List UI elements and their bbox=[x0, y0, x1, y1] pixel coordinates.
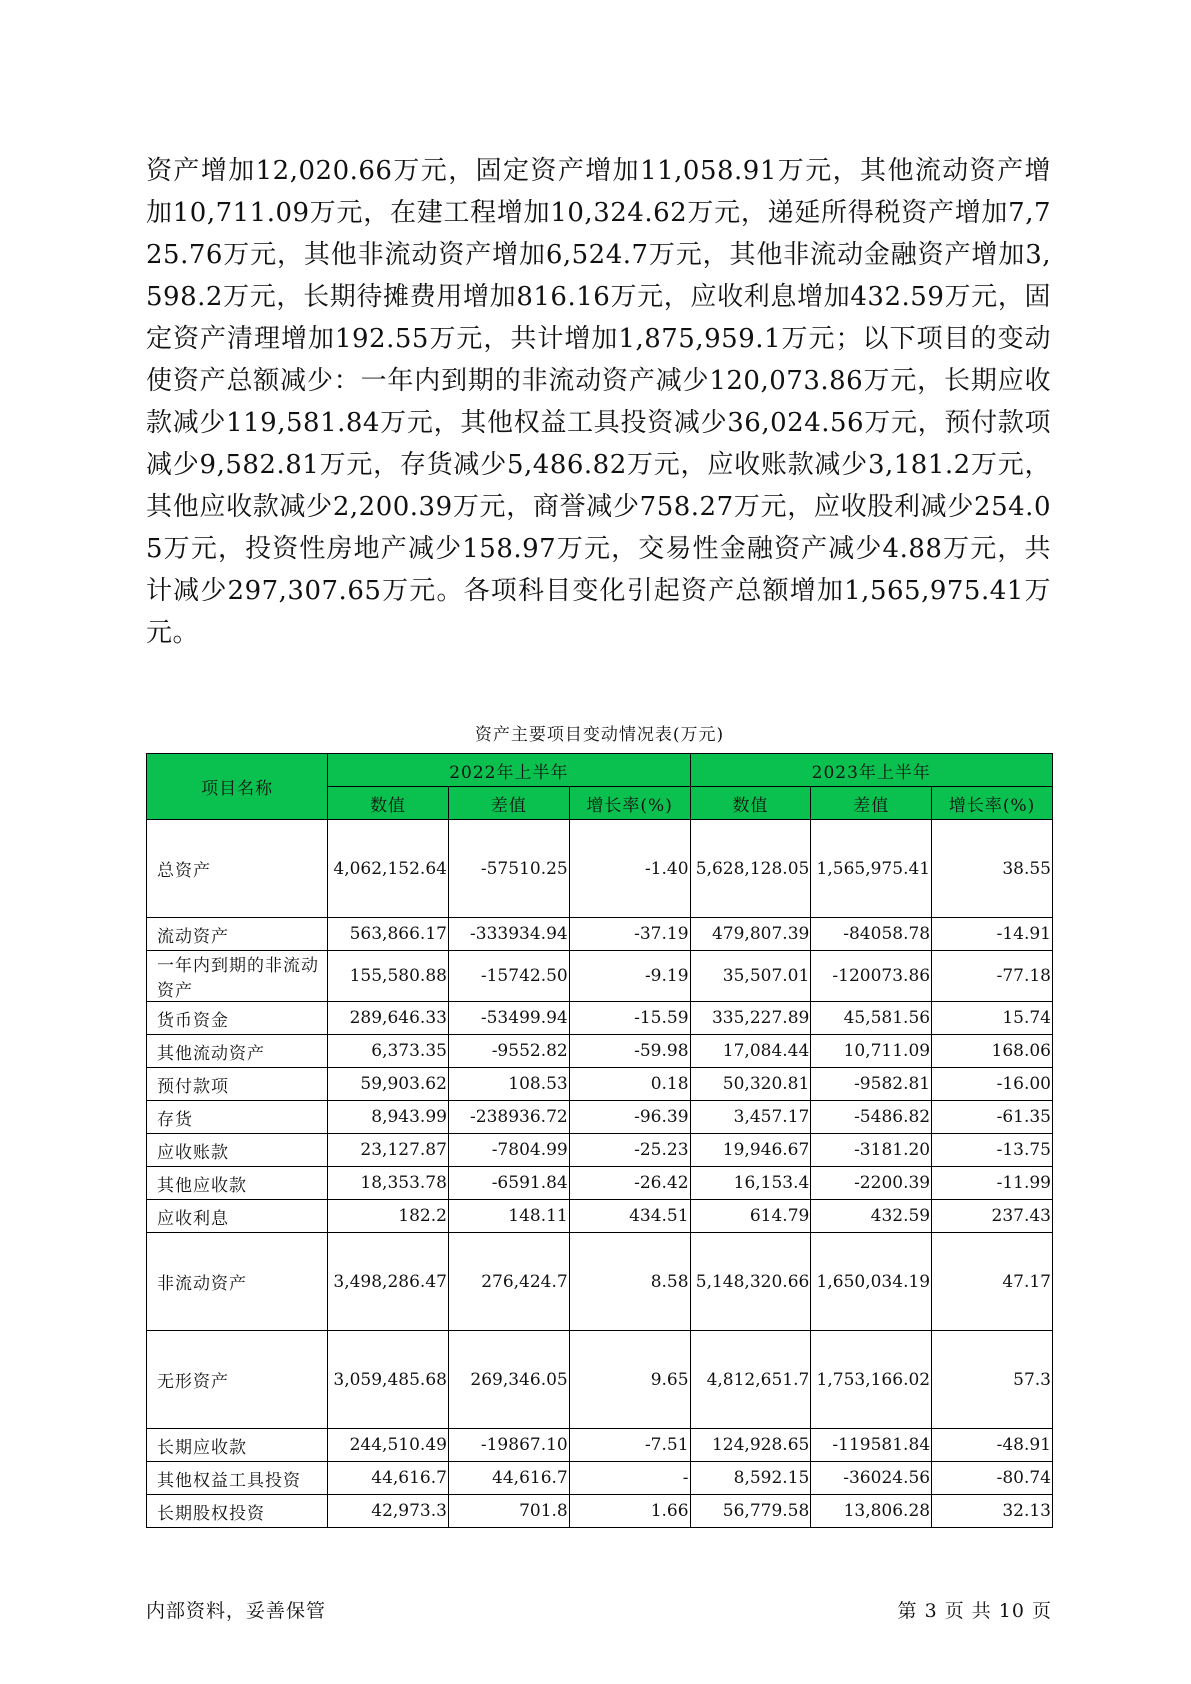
row-item-name: 存货 bbox=[147, 1101, 328, 1134]
cell-growth-2023: 168.06 bbox=[932, 1035, 1053, 1068]
row-item-name: 一年内到期的非流动资产 bbox=[147, 951, 328, 1002]
cell-diff-2022: -19867.10 bbox=[448, 1429, 569, 1462]
cell-value-2023: 335,227.89 bbox=[690, 1002, 811, 1035]
asset-change-table bbox=[146, 753, 1053, 1528]
header-item-name: 项目名称 bbox=[147, 754, 328, 820]
cell-growth-2023: -11.99 bbox=[932, 1167, 1053, 1200]
cell-diff-2022: 148.11 bbox=[448, 1200, 569, 1233]
cell-value-2023: 5,628,128.05 bbox=[690, 820, 811, 918]
cell-diff-2022: -53499.94 bbox=[448, 1002, 569, 1035]
table-row bbox=[147, 1035, 1053, 1068]
table-row bbox=[147, 951, 1053, 1002]
cell-diff-2023: 10,711.09 bbox=[811, 1035, 932, 1068]
cell-diff-2023: 1,650,034.19 bbox=[811, 1233, 932, 1331]
cell-growth-2022: -25.23 bbox=[569, 1134, 690, 1167]
cell-value-2022: 18,353.78 bbox=[328, 1167, 449, 1200]
table-row bbox=[147, 1462, 1053, 1495]
row-item-name: 其他流动资产 bbox=[147, 1035, 328, 1068]
cell-diff-2023: 1,565,975.41 bbox=[811, 820, 932, 918]
cell-value-2023: 16,153.4 bbox=[690, 1167, 811, 1200]
row-item-name: 长期应收款 bbox=[147, 1429, 328, 1462]
cell-value-2023: 35,507.01 bbox=[690, 951, 811, 1002]
body-paragraph: 资产增加12,020.66万元，固定资产增加11,058.91万元，其他流动资产增加10,711.09万元，在建工程增加10,324.62万元，递延所得税资产增加7,725.76万元，其他非流动资产增加6,524.7万元，其他非流动金融资产增加3,598.2万元，长期待摊费用增加816.16万元，应收利息增加432.59万元，固定资产清理增加192.55万元，共计增加1,875,959.1万元；以下项目的变动使资产总额减少：一年内到期的非流动资产减少120,073.86万元，长期应收款减少119,581.84万元，其他权益工具投资减少36,024.56万元，预付款项减少9,582.81万元，存货减少5,486.82万元，应收账款减少3,181.2万元，其他应收款减少2,200.39万元，商誉减少758.27万元，应收股利减少254.05万元，投资性房地产减少158.97万元，交易性金融资产减少4.88万元，共计减少297,307.65万元。各项科目变化引起资产总额增加1,565,975.41万元。 bbox=[146, 156, 1051, 648]
table-row bbox=[147, 1134, 1053, 1167]
cell-diff-2022: -7804.99 bbox=[448, 1134, 569, 1167]
cell-diff-2022: -6591.84 bbox=[448, 1167, 569, 1200]
cell-growth-2023: -16.00 bbox=[932, 1068, 1053, 1101]
cell-value-2023: 8,592.15 bbox=[690, 1462, 811, 1495]
cell-diff-2022: -238936.72 bbox=[448, 1101, 569, 1134]
cell-value-2022: 3,059,485.68 bbox=[328, 1331, 449, 1429]
cell-value-2022: 4,062,152.64 bbox=[328, 820, 449, 918]
cell-diff-2023: -2200.39 bbox=[811, 1167, 932, 1200]
cell-value-2023: 3,457.17 bbox=[690, 1101, 811, 1134]
row-item-name: 应收账款 bbox=[147, 1134, 328, 1167]
table-row bbox=[147, 1233, 1053, 1331]
cell-diff-2023: 432.59 bbox=[811, 1200, 932, 1233]
cell-diff-2022: 44,616.7 bbox=[448, 1462, 569, 1495]
cell-growth-2022: -96.39 bbox=[569, 1101, 690, 1134]
table-row bbox=[147, 820, 1053, 918]
cell-growth-2023: 237.43 bbox=[932, 1200, 1053, 1233]
cell-value-2022: 8,943.99 bbox=[328, 1101, 449, 1134]
cell-value-2023: 19,946.67 bbox=[690, 1134, 811, 1167]
row-item-name: 非流动资产 bbox=[147, 1233, 328, 1331]
cell-diff-2022: -15742.50 bbox=[448, 951, 569, 1002]
cell-value-2022: 563,866.17 bbox=[328, 918, 449, 951]
cell-growth-2023: -80.74 bbox=[932, 1462, 1053, 1495]
table-row bbox=[147, 1429, 1053, 1462]
footer-confidential-note: 内部资料，妥善保管 bbox=[146, 1600, 327, 1622]
cell-growth-2022: -15.59 bbox=[569, 1002, 690, 1035]
cell-growth-2022: -59.98 bbox=[569, 1035, 690, 1068]
cell-growth-2023: -48.91 bbox=[932, 1429, 1053, 1462]
cell-growth-2022: -7.51 bbox=[569, 1429, 690, 1462]
cell-growth-2023: 57.3 bbox=[932, 1331, 1053, 1429]
table-row bbox=[147, 1200, 1053, 1233]
table-row bbox=[147, 918, 1053, 951]
table-row bbox=[147, 1101, 1053, 1134]
header-growth-2022: 增长率(%) bbox=[569, 787, 690, 820]
row-item-name: 其他权益工具投资 bbox=[147, 1462, 328, 1495]
cell-growth-2022: -1.40 bbox=[569, 820, 690, 918]
cell-growth-2022: - bbox=[569, 1462, 690, 1495]
cell-value-2023: 479,807.39 bbox=[690, 918, 811, 951]
cell-growth-2023: 32.13 bbox=[932, 1495, 1053, 1528]
cell-diff-2023: -36024.56 bbox=[811, 1462, 932, 1495]
cell-value-2022: 6,373.35 bbox=[328, 1035, 449, 1068]
row-item-name: 货币资金 bbox=[147, 1002, 328, 1035]
cell-value-2022: 23,127.87 bbox=[328, 1134, 449, 1167]
cell-diff-2022: -57510.25 bbox=[448, 820, 569, 918]
header-period-2022: 2022年上半年 bbox=[328, 754, 690, 787]
table-title: 资产主要项目变动情况表(万元) bbox=[474, 725, 725, 745]
row-item-name: 其他应收款 bbox=[147, 1167, 328, 1200]
cell-diff-2023: 1,753,166.02 bbox=[811, 1331, 932, 1429]
cell-growth-2022: 1.66 bbox=[569, 1495, 690, 1528]
cell-diff-2023: 45,581.56 bbox=[811, 1002, 932, 1035]
row-item-name: 长期股权投资 bbox=[147, 1495, 328, 1528]
cell-growth-2022: -9.19 bbox=[569, 951, 690, 1002]
cell-diff-2022: -333934.94 bbox=[448, 918, 569, 951]
cell-growth-2022: 434.51 bbox=[569, 1200, 690, 1233]
header-period-2023: 2023年上半年 bbox=[690, 754, 1052, 787]
cell-value-2023: 614.79 bbox=[690, 1200, 811, 1233]
cell-growth-2023: 47.17 bbox=[932, 1233, 1053, 1331]
cell-growth-2023: 38.55 bbox=[932, 820, 1053, 918]
cell-growth-2023: -14.91 bbox=[932, 918, 1053, 951]
cell-value-2023: 124,928.65 bbox=[690, 1429, 811, 1462]
cell-value-2023: 50,320.81 bbox=[690, 1068, 811, 1101]
row-item-name: 流动资产 bbox=[147, 918, 328, 951]
row-item-name: 预付款项 bbox=[147, 1068, 328, 1101]
table-row bbox=[147, 1495, 1053, 1528]
cell-value-2022: 59,903.62 bbox=[328, 1068, 449, 1101]
footer-page-number: 第 3 页 共 10 页 bbox=[897, 1600, 1052, 1622]
header-value-2022: 数值 bbox=[328, 787, 449, 820]
header-value-2023: 数值 bbox=[690, 787, 811, 820]
cell-value-2023: 17,084.44 bbox=[690, 1035, 811, 1068]
table-row bbox=[147, 1068, 1053, 1101]
header-growth-2023: 增长率(%) bbox=[932, 787, 1053, 820]
cell-value-2022: 42,973.3 bbox=[328, 1495, 449, 1528]
cell-value-2022: 3,498,286.47 bbox=[328, 1233, 449, 1331]
cell-diff-2022: -9552.82 bbox=[448, 1035, 569, 1068]
cell-value-2022: 289,646.33 bbox=[328, 1002, 449, 1035]
row-item-name: 无形资产 bbox=[147, 1331, 328, 1429]
cell-diff-2022: 108.53 bbox=[448, 1068, 569, 1101]
header-diff-2022: 差值 bbox=[448, 787, 569, 820]
cell-diff-2022: 701.8 bbox=[448, 1495, 569, 1528]
cell-growth-2023: -13.75 bbox=[932, 1134, 1053, 1167]
table-row bbox=[147, 1167, 1053, 1200]
cell-value-2023: 4,812,651.7 bbox=[690, 1331, 811, 1429]
cell-diff-2023: -120073.86 bbox=[811, 951, 932, 1002]
cell-growth-2023: 15.74 bbox=[932, 1002, 1053, 1035]
row-item-name: 应收利息 bbox=[147, 1200, 328, 1233]
cell-growth-2023: -61.35 bbox=[932, 1101, 1053, 1134]
cell-growth-2023: -77.18 bbox=[932, 951, 1053, 1002]
cell-diff-2022: 269,346.05 bbox=[448, 1331, 569, 1429]
cell-value-2022: 244,510.49 bbox=[328, 1429, 449, 1462]
table-row bbox=[147, 1331, 1053, 1429]
header-diff-2023: 差值 bbox=[811, 787, 932, 820]
cell-diff-2023: -5486.82 bbox=[811, 1101, 932, 1134]
cell-diff-2023: -9582.81 bbox=[811, 1068, 932, 1101]
cell-growth-2022: 0.18 bbox=[569, 1068, 690, 1101]
cell-diff-2023: 13,806.28 bbox=[811, 1495, 932, 1528]
cell-value-2023: 5,148,320.66 bbox=[690, 1233, 811, 1331]
cell-growth-2022: -37.19 bbox=[569, 918, 690, 951]
cell-diff-2022: 276,424.7 bbox=[448, 1233, 569, 1331]
cell-growth-2022: 8.58 bbox=[569, 1233, 690, 1331]
cell-value-2022: 44,616.7 bbox=[328, 1462, 449, 1495]
cell-growth-2022: 9.65 bbox=[569, 1331, 690, 1429]
cell-diff-2023: -119581.84 bbox=[811, 1429, 932, 1462]
row-item-name: 总资产 bbox=[147, 820, 328, 918]
cell-value-2022: 182.2 bbox=[328, 1200, 449, 1233]
cell-value-2023: 56,779.58 bbox=[690, 1495, 811, 1528]
cell-growth-2022: -26.42 bbox=[569, 1167, 690, 1200]
cell-diff-2023: -84058.78 bbox=[811, 918, 932, 951]
table-row bbox=[147, 1002, 1053, 1035]
cell-diff-2023: -3181.20 bbox=[811, 1134, 932, 1167]
cell-value-2022: 155,580.88 bbox=[328, 951, 449, 1002]
